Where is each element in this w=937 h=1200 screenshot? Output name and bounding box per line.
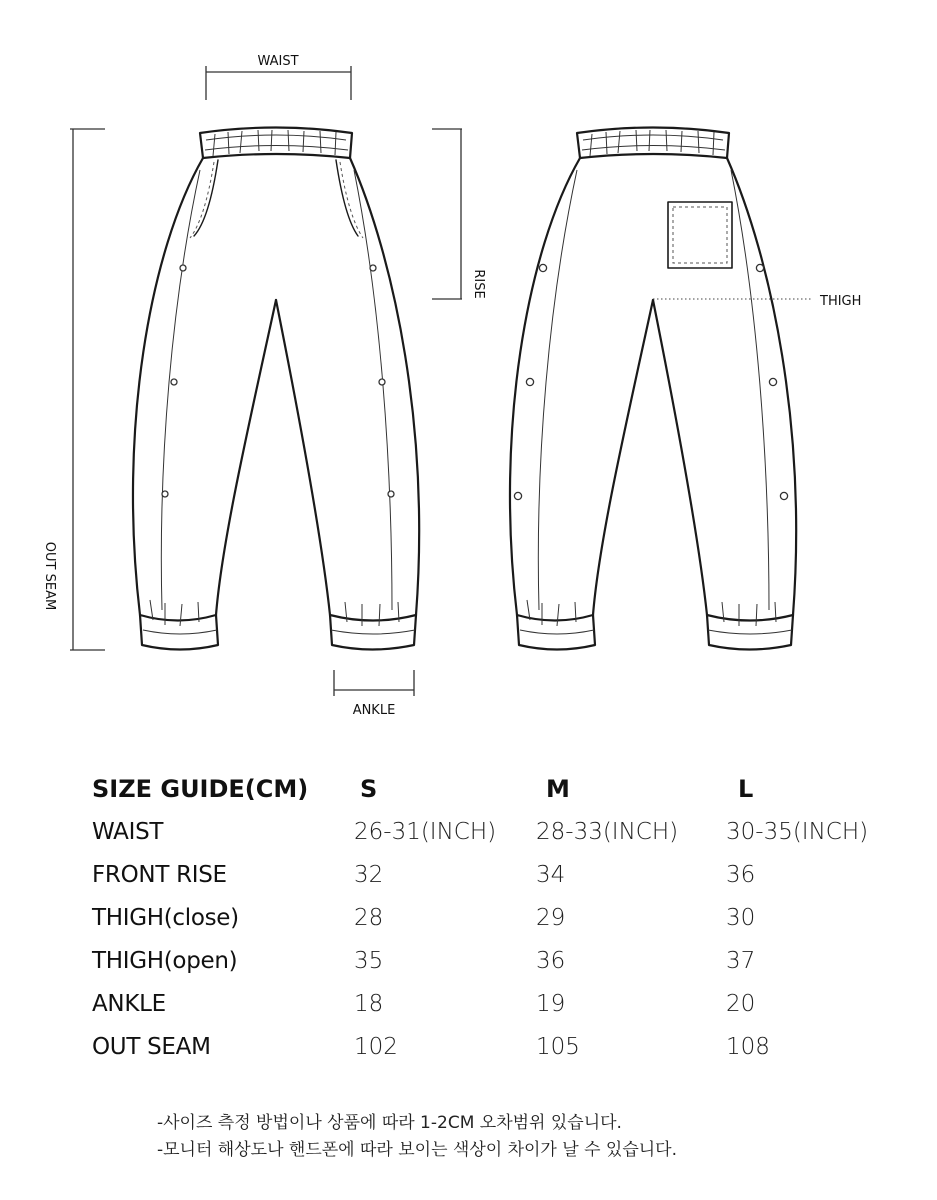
ankle-dimension xyxy=(334,670,414,718)
size-guide-table xyxy=(92,768,908,1068)
pants-front-view xyxy=(133,128,419,650)
waist-dimension xyxy=(206,54,351,100)
cell-value: 19 xyxy=(536,990,566,1017)
pants-back-view xyxy=(510,128,796,650)
out-seam-dimension xyxy=(42,129,105,650)
cell-value: 36 xyxy=(726,861,756,888)
table-row xyxy=(92,982,908,1025)
out-seam-label: OUT SEAM xyxy=(42,541,57,611)
table-row xyxy=(92,939,908,982)
table-row xyxy=(92,810,908,853)
row-label: THIGH(open) xyxy=(92,947,238,974)
cell-value: 102 xyxy=(354,1033,398,1060)
cell-value: 29 xyxy=(536,904,566,931)
note-measurement: -사이즈 측정 방법이나 상품에 따라 1-2CM 오차범위 있습니다. xyxy=(157,1113,622,1133)
rise-label: RISE xyxy=(471,269,486,299)
note-color: -모니터 해상도나 핸드폰에 따라 보이는 색상이 차이가 날 수 있습니다. xyxy=(157,1140,677,1160)
table-row xyxy=(92,1025,908,1068)
thigh-dimension xyxy=(653,294,861,309)
size-s-header: S xyxy=(360,775,378,803)
size-l-header: L xyxy=(738,775,754,803)
cell-value: 30-35(INCH) xyxy=(726,818,869,845)
size-header-row xyxy=(92,768,908,810)
cell-value: 26-31(INCH) xyxy=(354,818,497,845)
row-label: WAIST xyxy=(92,818,164,845)
cell-value: 28-33(INCH) xyxy=(536,818,679,845)
size-guide-title: SIZE GUIDE(CM) xyxy=(92,775,309,803)
cell-value: 37 xyxy=(726,947,756,974)
row-label: FRONT RISE xyxy=(92,861,227,888)
cell-value: 35 xyxy=(354,947,384,974)
table-row xyxy=(92,896,908,939)
cell-value: 34 xyxy=(536,861,566,888)
table-row xyxy=(92,853,908,896)
cell-value: 20 xyxy=(726,990,756,1017)
row-label: ANKLE xyxy=(92,990,166,1017)
rise-dimension xyxy=(432,129,486,299)
cell-value: 105 xyxy=(536,1033,580,1060)
cell-value: 28 xyxy=(354,904,384,931)
cell-value: 108 xyxy=(726,1033,770,1060)
notes xyxy=(157,1110,677,1164)
cell-value: 30 xyxy=(726,904,756,931)
size-m-header: M xyxy=(546,775,570,803)
cell-value: 18 xyxy=(354,990,384,1017)
ankle-label: ANKLE xyxy=(352,703,396,718)
row-label: OUT SEAM xyxy=(92,1033,211,1060)
waist-label: WAIST xyxy=(257,54,299,69)
thigh-label: THIGH xyxy=(820,294,862,309)
row-label: THIGH(close) xyxy=(92,904,239,931)
cell-value: 36 xyxy=(536,947,566,974)
cell-value: 32 xyxy=(354,861,384,888)
